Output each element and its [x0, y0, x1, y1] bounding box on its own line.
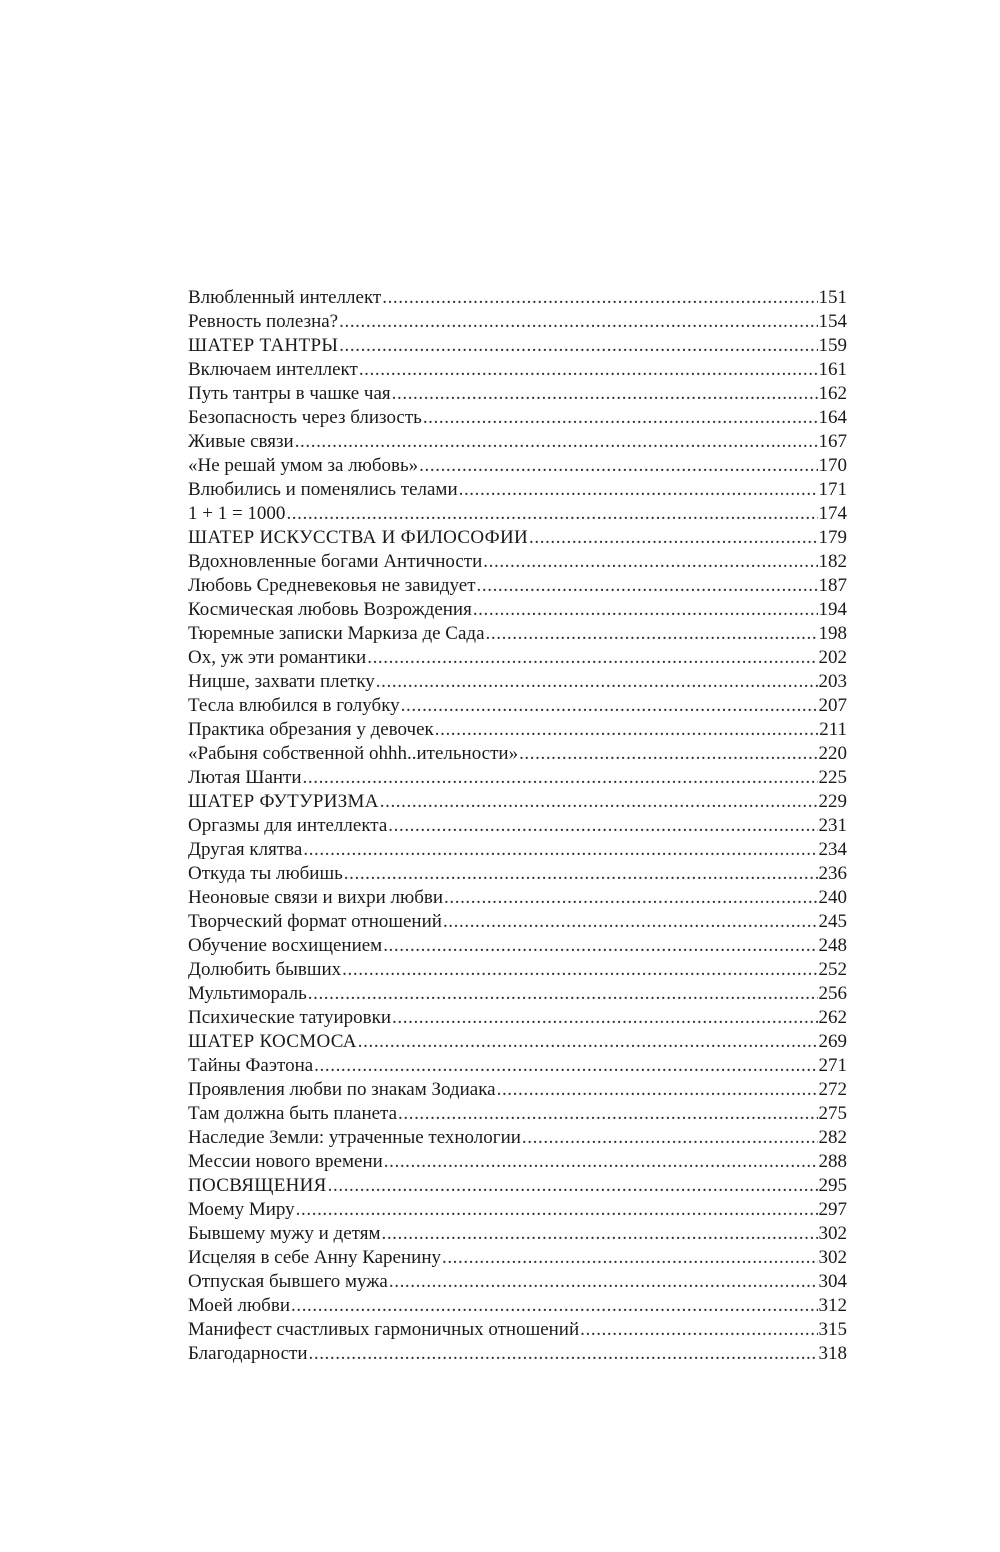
toc-entry-page-number: 198: [818, 623, 847, 644]
toc-entry: [188, 382, 847, 406]
dot-leader: [384, 1150, 818, 1174]
toc-entry: [188, 838, 847, 862]
toc-entry: [188, 1342, 847, 1366]
toc-entry: [188, 670, 847, 694]
toc-entry-page-number: 207: [818, 695, 847, 716]
dot-leader: [519, 742, 817, 766]
toc-entry-title: Тайны Фаэтона: [188, 1055, 314, 1076]
dot-leader: [483, 550, 817, 574]
dot-leader: [435, 718, 818, 742]
toc-entry-title: Моему Миру: [188, 1199, 295, 1220]
dot-leader: [580, 1318, 817, 1342]
toc-entry-title: Лютая Шанти: [188, 767, 302, 788]
dot-leader: [473, 598, 818, 622]
toc-entry-page-number: 282: [818, 1127, 847, 1148]
toc-entry: [188, 718, 847, 742]
dot-leader: [314, 1054, 817, 1078]
dot-leader: [358, 1030, 818, 1054]
toc-entry-title: ШАТЕР КОСМОСА: [188, 1031, 357, 1052]
dot-leader: [497, 1078, 818, 1102]
toc-entry-title: Наследие Земли: утраченные технологии: [188, 1127, 521, 1148]
toc-entry-title: Творческий формат отношений: [188, 911, 442, 932]
toc-entry-page-number: 229: [818, 791, 847, 812]
toc-entry: [188, 454, 847, 478]
toc-entry-title: Благодарности: [188, 1343, 308, 1364]
toc-entry-title: Исцеляя в себе Анну Каренину: [188, 1247, 441, 1268]
dot-leader: [382, 286, 817, 310]
toc-entry-page-number: 245: [818, 911, 847, 932]
toc-entry: [188, 1294, 847, 1318]
toc-entry: [188, 1270, 847, 1294]
toc-entry-title: Безопасность через близость: [188, 407, 422, 428]
toc-entry: [188, 286, 847, 310]
dot-leader: [486, 622, 818, 646]
toc-entry-page-number: 231: [818, 815, 847, 836]
dot-leader: [442, 1246, 818, 1270]
dot-leader: [328, 1174, 818, 1198]
toc-entry-page-number: 211: [819, 719, 847, 740]
toc-entry: [188, 742, 847, 766]
toc-entry-title: 1 + 1 = 1000: [188, 503, 286, 524]
dot-leader: [381, 1222, 817, 1246]
toc-entry: [188, 622, 847, 646]
toc-entry-page-number: 236: [818, 863, 847, 884]
toc-entry: [188, 430, 847, 454]
dot-leader: [388, 814, 817, 838]
toc-entry-title: Откуда ты любишь: [188, 863, 343, 884]
toc-entry-title: «Рабыня собственной ohhh..ительности»: [188, 743, 519, 764]
toc-entry-page-number: 275: [818, 1103, 847, 1124]
dot-leader: [344, 862, 818, 886]
toc-entry-page-number: 194: [818, 599, 847, 620]
toc-entry: [188, 310, 847, 334]
toc-entry-page-number: 240: [818, 887, 847, 908]
toc-entry: [188, 694, 847, 718]
toc-entry: [188, 646, 847, 670]
toc-entry-title: «Не решай умом за любовь»: [188, 455, 419, 476]
toc-entry-title: Путь тантры в чашке чая: [188, 383, 391, 404]
toc-entry: [188, 910, 847, 934]
toc-entry-title: Ох, уж эти романтики: [188, 647, 367, 668]
toc-entry-page-number: 288: [818, 1151, 847, 1172]
toc-entry-title: ПОСВЯЩЕНИЯ: [188, 1175, 327, 1196]
toc-entry-page-number: 171: [818, 479, 847, 500]
toc-entry-title: Космическая любовь Возрождения: [188, 599, 472, 620]
dot-leader: [392, 382, 818, 406]
toc-entry-page-number: 162: [818, 383, 847, 404]
toc-entry-title: Проявления любви по знакам Зодиака: [188, 1079, 496, 1100]
toc-entry-title: Ревность полезна?: [188, 311, 339, 332]
dot-leader: [342, 958, 817, 982]
toc-entry-title: ШАТЕР ФУТУРИЗМА: [188, 791, 379, 812]
toc-entry-page-number: 225: [818, 767, 847, 788]
toc-entry: [188, 1246, 847, 1270]
dot-leader: [392, 1006, 817, 1030]
toc-entry-title: ШАТЕР ИСКУССТВА И ФИЛОСОФИИ: [188, 527, 529, 548]
dot-leader: [398, 1102, 817, 1126]
toc-entry-title: Любовь Средневековья не завидует: [188, 575, 476, 596]
toc-section-heading: [188, 334, 847, 358]
toc-entry-title: Обучение восхищением: [188, 935, 383, 956]
toc-entry-title: Бывшему мужу и детям: [188, 1223, 381, 1244]
toc-entry: [188, 958, 847, 982]
dot-leader: [529, 526, 817, 550]
toc-entry-title: Другая клятва: [188, 839, 303, 860]
toc-entry-page-number: 187: [818, 575, 847, 596]
toc-entry: [188, 886, 847, 910]
dot-leader: [459, 478, 818, 502]
toc-entry-page-number: 179: [818, 527, 847, 548]
toc-entry-page-number: 304: [818, 1271, 847, 1292]
toc-entry-title: Живые связи: [188, 431, 294, 452]
toc-entry-title: Мессии нового времени: [188, 1151, 383, 1172]
toc-entry: [188, 1150, 847, 1174]
dot-leader: [443, 910, 818, 934]
toc-section-heading: [188, 1174, 847, 1198]
toc-entry: [188, 766, 847, 790]
toc-entry: [188, 406, 847, 430]
toc-entry-title: Психические татуировки: [188, 1007, 392, 1028]
toc-section-heading: [188, 1030, 847, 1054]
toc-entry-title: Там должна быть планета: [188, 1103, 398, 1124]
toc-entry-page-number: 297: [818, 1199, 847, 1220]
toc-entry: [188, 982, 847, 1006]
toc-entry: [188, 1126, 847, 1150]
toc-entry: [188, 862, 847, 886]
dot-leader: [380, 790, 818, 814]
toc-entry-page-number: 234: [818, 839, 847, 860]
toc-entry-page-number: 174: [818, 503, 847, 524]
toc-entry: [188, 1198, 847, 1222]
dot-leader: [295, 430, 818, 454]
toc-entry-title: Манифест счастливых гармоничных отношений: [188, 1319, 580, 1340]
dot-leader: [383, 934, 817, 958]
toc-entry: [188, 1078, 847, 1102]
toc-entry-page-number: 271: [818, 1055, 847, 1076]
toc-entry: [188, 478, 847, 502]
toc-entry-page-number: 295: [818, 1175, 847, 1196]
dot-leader: [339, 310, 817, 334]
toc-entry-page-number: 318: [818, 1343, 847, 1364]
toc-entry-page-number: 161: [818, 359, 847, 380]
toc-entry-page-number: 302: [818, 1247, 847, 1268]
toc-entry-title: Ницше, захвати плетку: [188, 671, 375, 692]
toc-entry-title: Включаем интеллект: [188, 359, 358, 380]
toc-entry: [188, 1318, 847, 1342]
toc-entry-page-number: 272: [818, 1079, 847, 1100]
toc-entry-title: Долюбить бывших: [188, 959, 342, 980]
toc-entry-page-number: 170: [818, 455, 847, 476]
toc-entry-title: Влюбленный интеллект: [188, 287, 382, 308]
toc-entry-page-number: 256: [818, 983, 847, 1004]
dot-leader: [303, 838, 817, 862]
toc-entry-page-number: 312: [818, 1295, 847, 1316]
toc-entry: [188, 574, 847, 598]
toc-entry-title: Неоновые связи и вихри любви: [188, 887, 444, 908]
dot-leader: [367, 646, 817, 670]
dot-leader: [401, 694, 818, 718]
dot-leader: [376, 670, 818, 694]
toc-entry: [188, 1054, 847, 1078]
toc-entry-page-number: 167: [818, 431, 847, 452]
toc-entry-page-number: 262: [818, 1007, 847, 1028]
toc-entry-title: ШАТЕР ТАНТРЫ: [188, 335, 339, 356]
dot-leader: [286, 502, 817, 526]
toc-entry: [188, 814, 847, 838]
toc-entry: [188, 550, 847, 574]
toc-entry: [188, 1222, 847, 1246]
dot-leader: [444, 886, 817, 910]
toc-entry: [188, 934, 847, 958]
toc-entry-page-number: 182: [818, 551, 847, 572]
toc-entry: [188, 598, 847, 622]
dot-leader: [296, 1198, 818, 1222]
toc-entry-page-number: 202: [818, 647, 847, 668]
toc-entry-title: Оргазмы для интеллекта: [188, 815, 388, 836]
dot-leader: [309, 1342, 818, 1366]
toc-entry-title: Тюремные записки Маркиза де Сада: [188, 623, 485, 644]
toc-entry-page-number: 252: [818, 959, 847, 980]
toc-section-heading: [188, 526, 847, 550]
toc-entry: [188, 502, 847, 526]
toc-entry-page-number: 154: [818, 311, 847, 332]
toc-entry-title: Вдохновленные богами Античности: [188, 551, 483, 572]
dot-leader: [359, 358, 818, 382]
dot-leader: [291, 1294, 818, 1318]
toc-entry-page-number: 220: [818, 743, 847, 764]
toc-entry-title: Отпуская бывшего мужа: [188, 1271, 388, 1292]
toc-entry-title: Тесла влюбился в голубку: [188, 695, 400, 716]
dot-leader: [339, 334, 817, 358]
dot-leader: [389, 1270, 818, 1294]
toc-entry: [188, 1102, 847, 1126]
dot-leader: [308, 982, 818, 1006]
toc-section-heading: [188, 790, 847, 814]
toc-entry: [188, 1006, 847, 1030]
toc-entry-title: Влюбились и поменялись телами: [188, 479, 458, 500]
dot-leader: [303, 766, 818, 790]
toc-entry-page-number: 151: [818, 287, 847, 308]
toc-entry-page-number: 302: [818, 1223, 847, 1244]
toc-entry-page-number: 269: [818, 1031, 847, 1052]
toc-entry-page-number: 248: [818, 935, 847, 956]
dot-leader: [419, 454, 817, 478]
dot-leader: [477, 574, 818, 598]
table-of-contents: [188, 286, 847, 1366]
toc-entry-title: Мультимораль: [188, 983, 307, 1004]
toc-entry-page-number: 203: [818, 671, 847, 692]
toc-entry-title: Практика обрезания у девочек: [188, 719, 434, 740]
dot-leader: [522, 1126, 818, 1150]
toc-entry-page-number: 164: [818, 407, 847, 428]
toc-entry-title: Моей любви: [188, 1295, 290, 1316]
toc-entry-page-number: 315: [818, 1319, 847, 1340]
toc-entry: [188, 358, 847, 382]
dot-leader: [423, 406, 818, 430]
toc-entry-page-number: 159: [818, 335, 847, 356]
